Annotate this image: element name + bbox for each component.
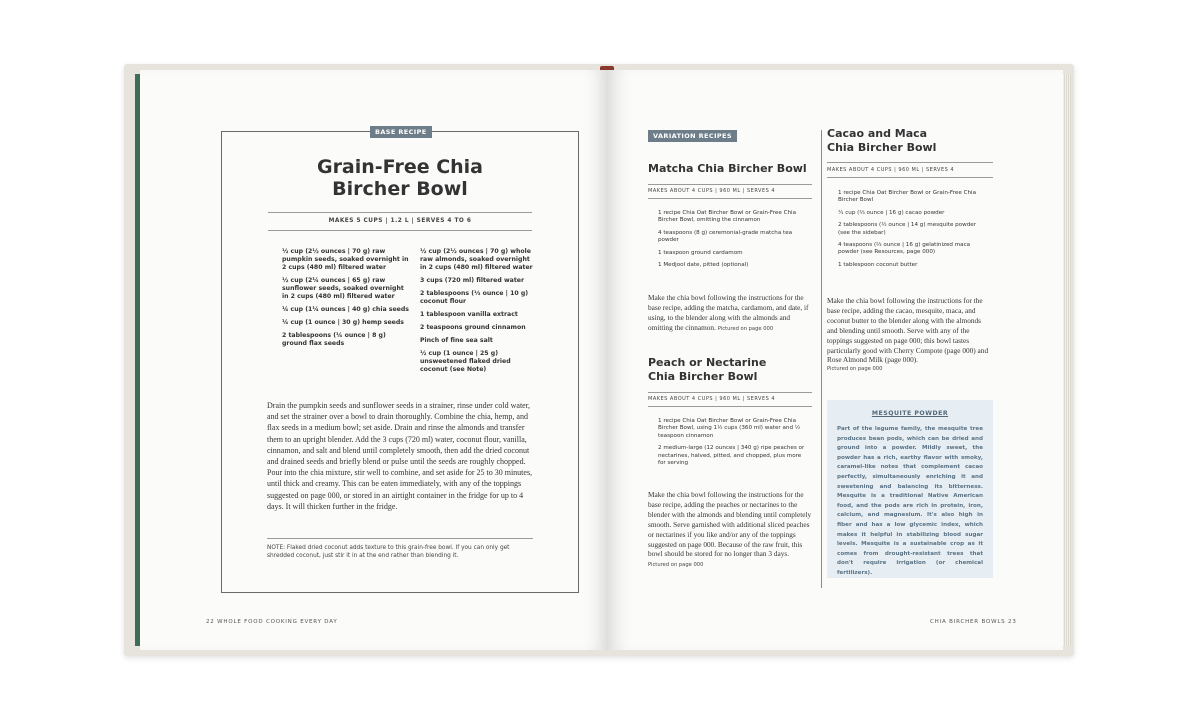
recipe-method: Drain the pumpkin seeds and sunflower seeds in a strainer, rinse under cold water, and set the strainer over a bowl to drain thoroughly. Combine the chia, hemp, and flax seeds in a medium bowl; set aside. Drain and rinse the almonds and transfer them to an upright blender. Add the 3 cups (720 ml) water, coconut flour, vanilla, cinnamon, and salt and blend until completely smooth, then add the dried coconut and drained seeds and briefly blend or pulse until the seeds are roughly chopped. Pour into the chia mixture, stir well to combine, and set aside for 25 to 30 minutes, until thick and creamy. This can be eaten immediately, with any of the toppings suggested on page 000, or stored in an airtight container in the fridge for up to 4 days. It will thicken further in the fridge. (267, 401, 533, 511)
ingredient-item: ¼ cup (⅔ ounce | 16 g) cacao powder (838, 209, 945, 216)
ingredient-item: ½ cup (2½ ounces | 70 g) whole raw almonds, soaked overnight in 2 cups (480 ml) filtered water (420, 248, 533, 271)
variation-recipes-badge: VARIATION RECIPES (648, 130, 737, 142)
ingredient-item: ½ cup (2¼ ounces | 65 g) raw sunflower seeds, soaked overnight in 2 cups (480 ml) filtered water (282, 277, 404, 300)
ingredient-item: 1 tablespoon vanilla extract (420, 311, 518, 318)
left-page (140, 70, 608, 650)
ingredient-item: 2 tablespoons (½ ounce | 14 g) mesquite powder (see the sidebar) (838, 222, 977, 236)
ingredient-item: ¼ cup (1¼ ounces | 40 g) chia seeds (282, 306, 409, 313)
ingredient-item: 1 recipe Chia Oat Bircher Bowl or Grain-Free Chia Bircher Bowl, using 1½ cups (360 ml) water and ½ teaspoon cinnamon (658, 418, 801, 439)
recipe-title-line1: Grain-Free Chia (316, 156, 484, 178)
cacao-title: Cacao and Maca Chia Bircher Bowl (827, 127, 937, 154)
ingredient-item: 2 tablespoons (¼ ounce | 8 g) ground flax seeds (282, 332, 386, 347)
ingredient-item: Pinch of fine sea salt (420, 337, 493, 344)
ingredient-item: ½ cup (2½ ounces | 70 g) raw pumpkin seeds, soaked overnight in 2 cups (480 ml) filtered water (282, 248, 409, 271)
cacao-pictured-ref: Pictured on page 000 (827, 366, 883, 373)
yield-rule-bottom (268, 230, 532, 231)
matcha-ingredients (658, 210, 808, 274)
right-page (608, 70, 1063, 650)
peach-ingredients (658, 418, 810, 472)
left-folio: 22 WHOLE FOOD COOKING EVERY DAY (206, 619, 338, 625)
ingredient-item: 3 cups (720 ml) filtered water (420, 277, 525, 284)
page-edges (1063, 74, 1071, 646)
right-folio: CHIA BIRCHER BOWLS 23 (930, 619, 1017, 625)
matcha-yield-rule-bottom (648, 198, 812, 199)
ingredient-item: ½ cup (1 ounce | 25 g) unsweetened flaked dried coconut (see Note) (420, 350, 511, 373)
matcha-pictured-ref: Pictured on page 000 (717, 325, 774, 332)
cacao-ingredients (838, 190, 988, 274)
ingredients-column-2 (420, 248, 536, 379)
ingredients-column-1 (282, 248, 412, 353)
matcha-title: Matcha Chia Bircher Bowl (648, 162, 807, 175)
peach-pictured-ref: Pictured on page 000 (648, 562, 704, 569)
ingredient-item: 2 medium-large (12 ounces | 340 g) ripe peaches or nectarines, halved, pitted, and chopped, plus more for serving (658, 445, 805, 467)
note-rule (267, 538, 533, 539)
ingredient-item: 1 recipe Chia Oat Bircher Bowl or Grain-Free Chia Bircher Bowl (838, 190, 977, 204)
ingredient-item: 1 recipe Chia Oat Bircher Bowl or Grain-Free Chia Bircher Bowl, omitting the cinnamon (658, 210, 797, 224)
cacao-yield: MAKES ABOUT 4 CUPS | 960 ML | SERVES 4 (827, 167, 955, 173)
recipe-title (222, 156, 578, 200)
base-recipe-badge: BASE RECIPE (370, 126, 432, 138)
cacao-yield-rule-top (827, 162, 993, 163)
ingredient-item: ¼ cup (1 ounce | 30 g) hemp seeds (282, 319, 404, 326)
ingredient-item: 1 Medjool date, pitted (optional) (658, 262, 749, 269)
recipe-note: NOTE: Flaked dried coconut adds texture to this grain-free bowl. If you can only get shredded coconut, just stir it in at the end rather than blending it. (267, 545, 510, 559)
ingredient-item: 2 tablespoons (⅓ ounce | 10 g) coconut flour (420, 290, 529, 305)
cacao-yield-rule-bottom (827, 177, 993, 178)
ingredient-item: 4 teaspoons (⅔ ounce | 16 g) gelatinized maca powder (see Resources, page 000) (838, 242, 971, 256)
sidebar-title: MESQUITE POWDER (871, 410, 949, 417)
sidebar-text: Part of the legume family, the mesquite tree produces bean pods, which can be dried and ground into a powder. Mildly sweet, the powder has a rich, earthy flavor with smoky, caramel-like notes that complement cacao perfectly, simultaneously enriching it and sweetening and balancing its bitterness. Mesquite is a traditional Native American food, and the pods are rich in protein, iron, calcium, and magnesium. It's also high in fiber and has a low glycemic index, which makes it helpful in stabilizing blood sugar levels. Mesquite is a sustainable crop as it comes from drought-resistant trees that don't require irrigation (or chemical fertilizers). (837, 426, 983, 576)
peach-method: Make the chia bowl following the instructions for the base recipe, adding the peaches or nectarines to the blender with the almonds and blending until completely smooth. Serve garnished with additional sliced peaches or nectarines if you like and/or any of the toppings suggested on page 000. Because of the raw fruit, this bowl should be stored for no longer than 3 days. Pictured on page 000 (648, 490, 812, 569)
base-recipe-frame (221, 128, 579, 593)
peach-title: Peach or Nectarine Chia Bircher Bowl (648, 356, 767, 383)
peach-yield-rule-top (648, 392, 812, 393)
ingredient-item: 1 tablespoon coconut butter (838, 261, 918, 268)
ingredient-item: 1 teaspoon ground cardamom (658, 249, 743, 256)
mesquite-sidebar (827, 400, 993, 578)
peach-yield-rule-bottom (648, 406, 812, 407)
ingredient-item: 2 teaspoons ground cinnamon (420, 324, 526, 331)
column-divider (821, 130, 822, 588)
matcha-method: Make the chia bowl following the instructions for the base recipe, adding the matcha, cardamom, and date, if using, to the blender along with the almonds and omitting the cinnamon. Pictured on page 000 (648, 293, 809, 332)
ingredient-item: 4 teaspoons (8 g) ceremonial-grade matcha tea powder (658, 229, 793, 244)
yield-rule-top (268, 212, 532, 213)
recipe-yield: MAKES 5 CUPS | 1.2 L | SERVES 4 TO 6 (328, 218, 472, 224)
matcha-yield: MAKES ABOUT 4 CUPS | 960 ML | SERVES 4 (648, 188, 776, 194)
peach-yield: MAKES ABOUT 4 CUPS | 960 ML | SERVES 4 (648, 396, 776, 402)
cacao-method: Make the chia bowl following the instructions for the base recipe, adding the cacao, mesquite, maca, and coconut butter to the blender along with the almonds and blending until smooth. Serve with any of the toppings suggested on page 000; this bowl tastes particularly good with Cherry Compote (page 000) and Rose Almond Milk (page 000). Pictured on page 000 (827, 296, 993, 375)
matcha-yield-rule-top (648, 184, 812, 185)
recipe-title-line2: Bircher Bowl (332, 178, 468, 200)
